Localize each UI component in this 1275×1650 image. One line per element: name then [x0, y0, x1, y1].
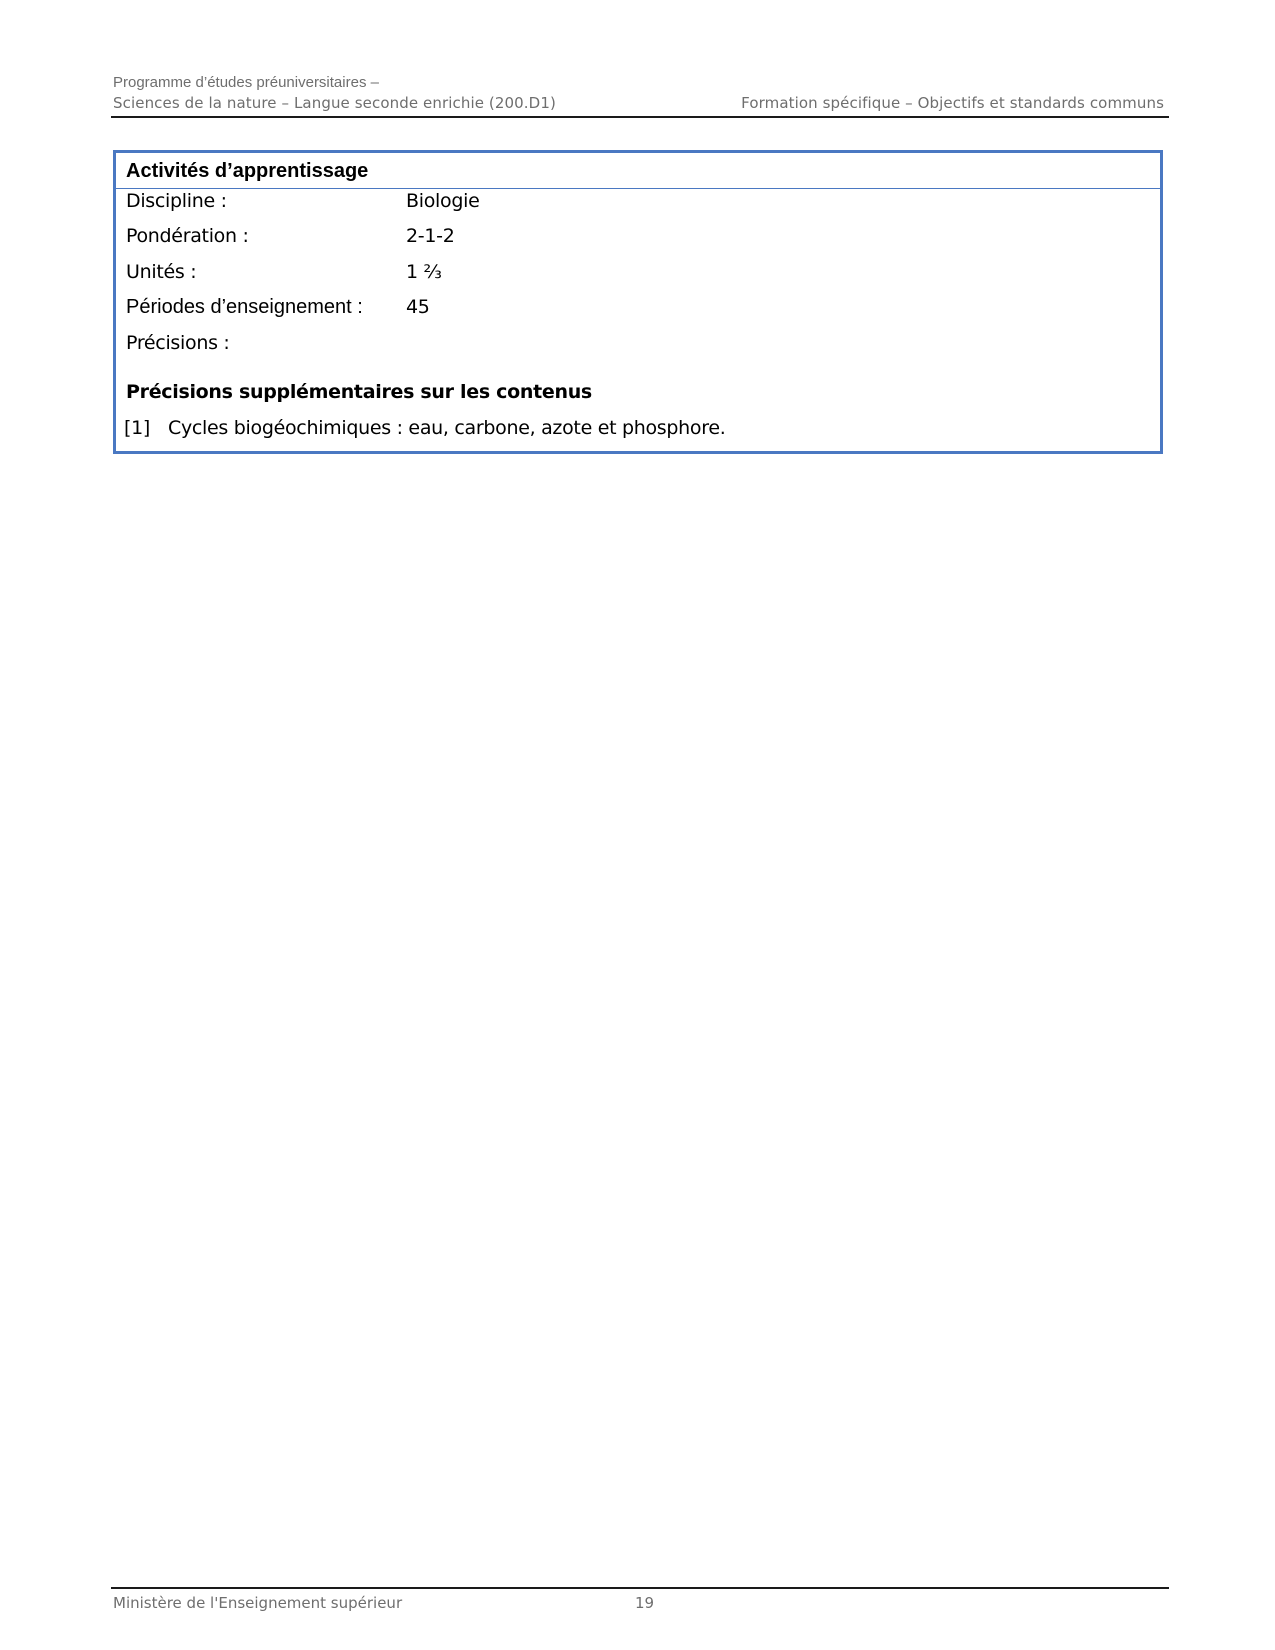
field-label-precisions: Précisions : — [126, 332, 230, 354]
box-title-bar — [116, 153, 1160, 189]
page-number: 19 — [635, 1594, 655, 1612]
footer-ministry: Ministère de l'Enseignement supérieur — [113, 1594, 403, 1612]
program-title-line2: Sciences de la nature – Langue seconde enrichie (200.D1) — [113, 94, 556, 112]
learning-activities-box — [113, 150, 1163, 454]
field-value-periodes: 45 — [406, 296, 430, 318]
list-item-marker: [1] — [124, 417, 151, 439]
field-row-periodes — [126, 296, 1126, 326]
field-value-unites: 1 ⅔ — [406, 261, 442, 283]
field-row-precisions — [126, 332, 1126, 362]
field-row-ponderation — [126, 225, 1126, 255]
page-header — [111, 74, 1169, 118]
field-label-periodes: Périodes d’enseignement : — [126, 296, 363, 318]
field-value-discipline: Biologie — [406, 190, 480, 212]
field-label-ponderation: Pondération : — [126, 225, 249, 247]
section-title: Formation spécifique – Objectifs et standards communs — [741, 94, 1164, 112]
field-value-ponderation: 2-1-2 — [406, 225, 455, 247]
field-label-unites: Unités : — [126, 261, 197, 283]
program-title-line1: Programme d’études préuniversitaires – — [113, 74, 379, 91]
field-row-discipline — [126, 190, 1126, 220]
page-footer — [111, 1587, 1169, 1619]
field-label-discipline: Discipline : — [126, 190, 227, 212]
field-row-unites — [126, 261, 1126, 291]
box-title: Activités d’apprentissage — [126, 160, 369, 182]
supplementary-heading: Précisions supplémentaires sur les contenus — [126, 381, 592, 403]
list-item — [124, 417, 725, 439]
list-item-text: Cycles biogéochimiques : eau, carbone, azote et phosphore. — [168, 417, 726, 439]
